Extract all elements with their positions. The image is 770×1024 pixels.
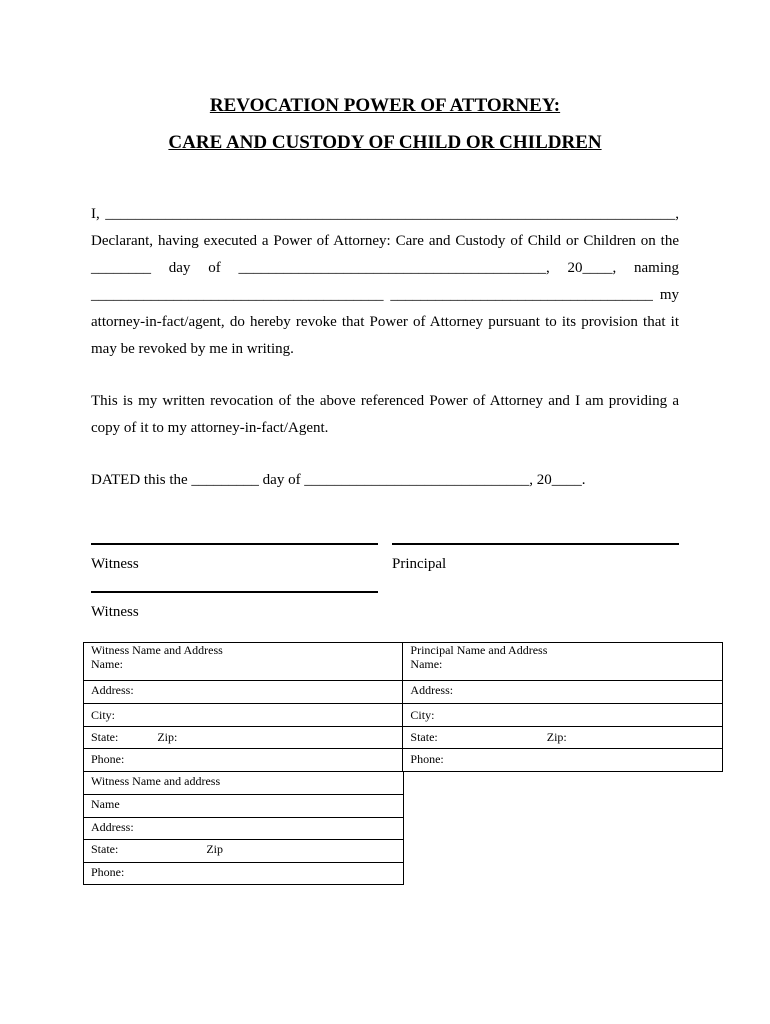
table-row [84,840,404,863]
table-row [84,643,723,681]
witness-header-cell [84,643,403,681]
witness-table-header: Witness Name and Address [91,643,223,657]
principal-label: Principal [392,556,447,572]
year-blank: 20____, [567,260,617,276]
table-row [84,749,723,772]
document-title: REVOCATION POWER OF ATTORNEY: [209,95,561,116]
witness-signature-line-2 [91,591,378,593]
witness2-address-cell: Address: [84,818,404,840]
principal-state-zip-cell [403,727,723,749]
table-row [84,727,723,749]
table-row [84,795,404,818]
witness-state-zip-cell [84,727,403,749]
name-address-table [83,642,723,772]
witness2-state-zip-cell [84,840,404,863]
witness2-state-label: State: [91,842,119,856]
agent-name-blank-1: _______________________________________ [91,287,384,303]
dated-line: DATED this the _________ day of ______________________________, 20____. [91,472,586,488]
statement-line-2: copy of it to my attorney-in-fact/Agent. [91,420,329,436]
principal-city-cell: City: [403,704,723,727]
day-blank: ________ [91,260,151,276]
table-row [84,704,723,727]
document-subtitle: CARE AND CUSTODY OF CHILD OR CHILDREN [168,132,602,153]
principal-address-cell: Address: [403,681,723,704]
declaration-paragraph [91,201,679,363]
witness-label-1: Witness [91,556,139,572]
witness2-name-cell: Name [84,795,404,818]
statement-line-1: This is my written revocation of the above referenced Power of Attorney and I am providing a [91,393,679,409]
declaration-line-3: ________ day of _________________________________________, 20____, naming [91,255,679,282]
table-row [84,681,723,704]
witness-city-cell: City: [84,704,403,727]
declaration-line-2: Declarant, having executed a Power of Attorney: Care and Custody of Child or Children on the [91,233,679,249]
witness2-phone-cell: Phone: [84,863,404,885]
declaration-line-4: _______________________________________ ___________________________________ my [91,282,679,309]
table-row [84,863,404,885]
witness-name-label: Name: [91,657,123,671]
witness-label-2: Witness [91,604,139,620]
principal-phone-cell: Phone: [403,749,723,772]
declaration-line-5: attorney-in-fact/agent, do hereby revoke that Power of Attorney pursuant to its provision that it [91,314,679,330]
principal-signature-line [392,543,679,545]
witness-zip-label: Zip: [157,730,178,744]
principal-state-label: State: [410,730,438,744]
witness-signature-line-1 [91,543,378,545]
agent-name-blank-2: ___________________________________ [390,287,653,303]
witness-state-label: State: [91,730,119,744]
witness2-header-cell: Witness Name and address [84,772,404,795]
principal-header-cell [403,643,723,681]
principal-table-header: Principal Name and Address [410,643,548,657]
witness2-table [83,771,404,885]
table-row [84,772,404,795]
witness2-zip-label: Zip [206,842,223,856]
table-row [84,818,404,840]
statement-paragraph [91,388,679,442]
declaration-line-6: may be revoked by me in writing. [91,341,294,357]
principal-zip-label: Zip: [546,730,567,744]
declaration-line-1: I, ____________________________________________________________________________, [91,206,679,222]
month-blank: _________________________________________, [238,260,550,276]
witness-phone-cell: Phone: [84,749,403,772]
witness-address-cell: Address: [84,681,403,704]
principal-name-label: Name: [410,657,443,671]
